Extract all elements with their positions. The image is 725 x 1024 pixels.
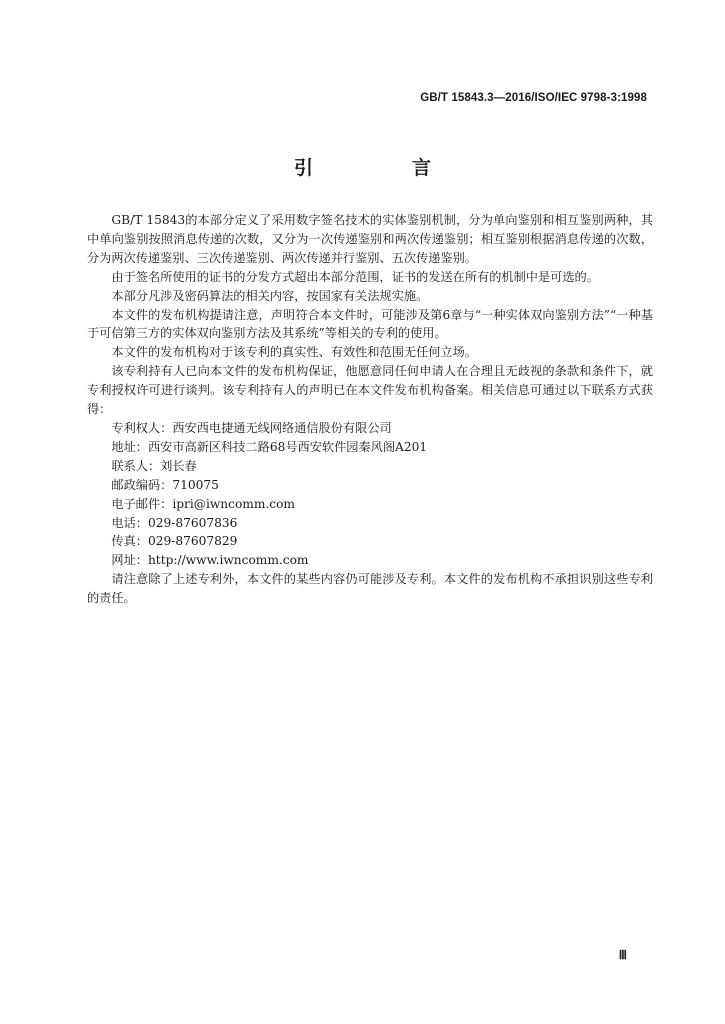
page-title: 引 言 — [293, 157, 471, 179]
standard-code: GB/T 15843.3—2016/ISO/IEC 9798-3:1998 — [420, 92, 647, 104]
paragraph-patent-notice: 本文件的发布机构提请注意，声明符合本文件时，可能涉及第6章与“一种实体双向鉴别方法”“一种基于可信第三方的实体双向鉴别方法及其系统”等相关的专利的使用。 — [87, 307, 653, 341]
contact-website[interactable]: 网址：http://www.iwncomm.com — [111, 553, 309, 568]
contact-email[interactable]: 电子邮件：ipri@iwncomm.com — [111, 496, 295, 511]
paragraph-patent-holder: 该专利持有人已向本文件的发布机构保证，他愿意同任何申请人在合理且无歧视的条款和条件下，就专利授权许可进行谈判。该专利持有人的声明已在本文件发布机构备案。相关信息可通过以下联系方式获得： — [87, 364, 653, 417]
page-number: Ⅲ — [618, 948, 627, 962]
document-body — [87, 211, 653, 608]
contact-phone: 电话：029-87607836 — [111, 515, 238, 530]
contact-fax: 传真：029-87607829 — [111, 534, 238, 549]
contact-postcode: 邮政编码：710075 — [111, 477, 219, 492]
paragraph-closing: 请注意除了上述专利外，本文件的某些内容仍可能涉及专利。本文件的发布机构不承担识别这些专利的责任。 — [87, 572, 653, 606]
paragraph-cryptography: 本部分凡涉及密码算法的相关内容，按国家有关法规实施。 — [111, 288, 429, 303]
paragraph-certificate: 由于签名所使用的证书的分发方式超出本部分范围，证书的发送在所有的机制中是可选的。 — [111, 269, 599, 284]
contact-person: 联系人：刘长春 — [111, 458, 197, 473]
paragraph-scope: GB/T 15843的本部分定义了采用数字签名技术的实体鉴别机制，分为单向鉴别和相互鉴别两种，其中单向鉴别按照消息传递的次数，又分为一次传递鉴别和两次传递鉴别；相互鉴别根据消息传递的次数，分为两次传递鉴别、三次传递鉴别、两次传递并行鉴别、五次传递鉴别。 — [87, 213, 653, 265]
paragraph-patent-position: 本文件的发布机构对于该专利的真实性、有效性和范围无任何立场。 — [111, 345, 478, 360]
contact-patentee: 专利权人：西安西电捷通无线网络通信股份有限公司 — [111, 420, 392, 435]
contact-address: 地址：西安市高新区科技二路68号西安软件园秦风阁A201 — [111, 439, 428, 454]
